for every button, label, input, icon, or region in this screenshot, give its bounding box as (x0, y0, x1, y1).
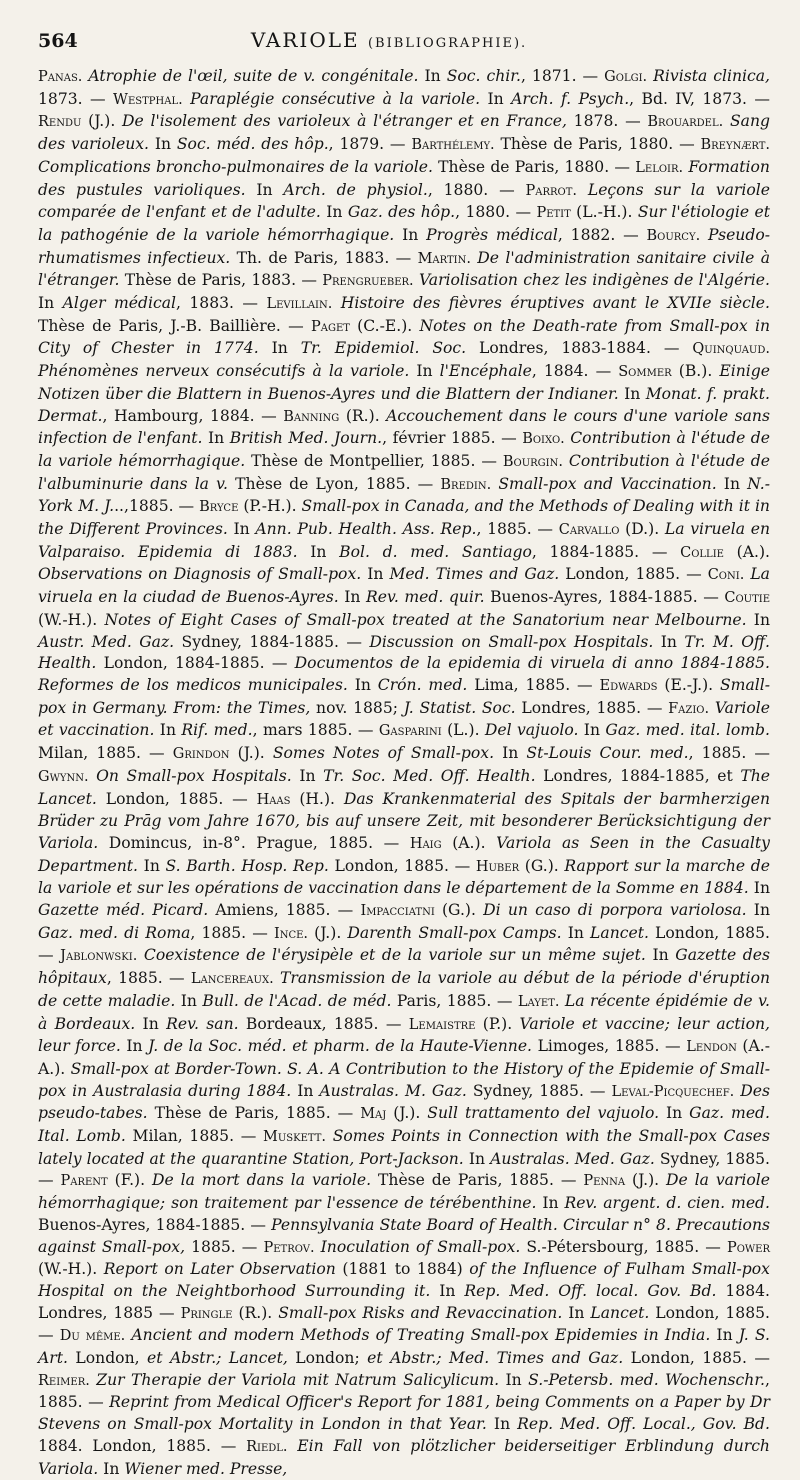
work-title: Des pseudo-tabes. (38, 1081, 770, 1123)
venue-name: Soc. méd. des hôp. (176, 135, 329, 154)
citation-text: In (494, 744, 527, 763)
author-name: Reimer. (38, 1372, 90, 1389)
citation-text: (C.-E.). (349, 316, 420, 335)
author-name: Parrot. (525, 182, 578, 199)
citation-text: In (618, 384, 646, 403)
citation-text: In (430, 1281, 465, 1300)
citation-text: In (291, 1081, 320, 1100)
venue-name: Rep. Med. Off. local. Gov. Bd. (464, 1281, 717, 1300)
venue-name: Crón. med. (377, 675, 468, 694)
work-title: Zur Therapie der Variola mit Natrum Salicylicum. (89, 1370, 500, 1389)
work-title: De la mort dans la variole. (152, 1171, 372, 1190)
citation-text: London, (67, 1349, 148, 1368)
citation-text: In (361, 565, 390, 584)
venue-name: Rif. med. (181, 721, 253, 740)
citation-text: In (154, 721, 182, 740)
work-title: De l'isolement des varioleux à l'étranger et en France, (122, 112, 567, 131)
work-title: Rapport sur la marche de la variole et sur les opérations de vaccination dans le département de la Somme en 1884. (38, 856, 770, 898)
citation-text: Thèse de Paris, 1885. — (147, 1104, 361, 1123)
citation-text: In (245, 180, 284, 199)
work-title: Di un caso di porpora variolosa. (483, 901, 747, 920)
venue-name: J. Statist. Soc. (403, 698, 516, 717)
citation-text: Limoges, 1885. — (532, 1037, 687, 1056)
citation-text: , 1884-1885. — (531, 542, 681, 561)
citation-text: 1884. London, 1885. — (38, 1436, 247, 1455)
work-title: Pseudo-rhumatismes infectieux. (38, 225, 770, 267)
citation-text: (A.). (441, 833, 497, 852)
work-title: Discussion on Small-pox Hospitals. (369, 632, 654, 651)
work-title: Contribution à l'étude de l'albuminurie dans la v. (38, 451, 770, 493)
work-title: Darenth Small-pox Camps. (347, 923, 562, 942)
venue-name: S. Barth. Hosp. Rep. (165, 856, 329, 875)
author-name: Barthélemy. (411, 137, 495, 154)
work-title: Paraplégie consécutive à la variole. (182, 89, 481, 108)
venue-name: Monat. f. prakt. Dermat. (38, 384, 770, 425)
citation-text: (L.-H.). (570, 203, 638, 222)
citation-text: In (338, 588, 366, 607)
author-name: Bourgin. (502, 453, 563, 470)
citation-text: In (227, 520, 256, 539)
author-name: Leloir. (635, 159, 684, 176)
work-title: De l'administration sanitaire civile à l'étranger. (38, 248, 770, 290)
citation-text: , 1879. — (328, 135, 412, 154)
citation-text: , 1882. — (557, 225, 647, 244)
citation-text: Sydney, 1885. — (38, 1149, 770, 1190)
citation-text: (A.). (723, 542, 770, 561)
citation-text: In (716, 474, 748, 493)
author-name: Banning (283, 408, 340, 425)
venue-name: et Abstr.; Med. Times and Gaz. (367, 1349, 624, 1368)
author-name: Lendon (686, 1039, 737, 1056)
work-title: Small-pox in Canada, and the Methods of Dealing with it in the Different Provinces. (38, 497, 770, 539)
citation-text: 1884. Londres, 1885 — (38, 1281, 771, 1322)
citation-text: Sydney, 1884-1885. — (174, 632, 370, 651)
work-title: Reprint from Medical Officer's Report for 1881, being Comments on a Paper by Dr Stevens on Small-pox Mortality in London in that Year. (38, 1393, 770, 1434)
citation-text: London, 1885. — (623, 1349, 770, 1368)
citation-text: , 1880. — (455, 203, 537, 222)
running-head-subtitle: (BIBLIOGRAPHIE). (367, 36, 528, 51)
citation-text: (B.). (671, 362, 720, 381)
citation-text: 1885. — (185, 1237, 264, 1256)
venue-name: Gazette méd. Picard. (38, 901, 209, 920)
work-title: Small-pox Risks and Revaccination. (278, 1303, 563, 1322)
work-title: Small-pox and Vaccination. (491, 474, 717, 493)
citation-text: In (149, 135, 177, 154)
work-title: La viruela en Valparaiso. Epidemia di 1883. (38, 520, 770, 561)
citation-text: (G.). (519, 856, 565, 875)
author-name: Coni. (707, 567, 745, 584)
citation-text: In (38, 294, 63, 313)
venue-name: S.-Petersb. med. Wochenschr. (528, 1370, 766, 1389)
venue-name: Lancet. (590, 1303, 650, 1322)
venue-name: Australas. M. Gaz. (319, 1081, 467, 1100)
page-header (38, 28, 770, 60)
work-title: Pennsylvania State Board of Health. Circular n° 8. Precautions against Small-pox, (38, 1215, 770, 1256)
author-name: Maj (360, 1106, 387, 1123)
author-name: Carvallo (558, 522, 620, 539)
work-title: Coexistence de l'érysipèle et de la variole sur un même sujet. (137, 946, 646, 965)
citation-text: S.-Pétersbourg, 1885. — (520, 1237, 727, 1256)
venue-name: Soc. chir. (446, 67, 521, 85)
citation-text: In (409, 362, 440, 381)
citation-text: (P.). (475, 1014, 520, 1033)
citation-text: , 1883. — (175, 294, 267, 313)
work-title: La récente épidémie de v. à Bordeaux. (38, 991, 770, 1033)
author-name: Collie (680, 544, 724, 561)
venue-name: N.-York M. J. (38, 474, 770, 516)
citation-text: , Bd. IV, 1873. — (629, 89, 770, 108)
author-name: Bredin. (440, 476, 492, 493)
author-name: Bryce (199, 499, 239, 516)
work-title: Einige Notizen über die Blattern in Buenos-Ayres und die Blattern der Indianer. (38, 362, 770, 403)
work-title: Histoire des fièvres éruptives avant le XVIIe siècle. (332, 294, 770, 313)
work-title: Sull trattamento del vajuolo. (427, 1104, 660, 1123)
venue-name: St-Louis Cour. med. (526, 744, 689, 763)
citation-text: London, 1885. — (38, 1303, 771, 1345)
citation-text: In (135, 1014, 167, 1033)
citation-text: , février 1885. — (382, 429, 523, 448)
author-name: Quinquaud. (692, 341, 770, 358)
citation-text: In (561, 923, 591, 942)
venue-name: Gaz. med. di Roma (38, 923, 191, 942)
citation-text: In (486, 1415, 518, 1434)
citation-text: Londres, 1885. — (515, 698, 669, 717)
work-title: Report on Later Observation (103, 1260, 336, 1279)
citation-text: Milan, 1885. — (38, 744, 173, 763)
work-title: Sang des varioleux. (38, 112, 770, 154)
citation-text: (D.). (619, 520, 665, 539)
citation-text: (W.-H.). (38, 610, 105, 629)
citation-text: In (202, 429, 230, 448)
venue-name: Arch. f. Psych. (511, 89, 630, 108)
author-name: Penna (583, 1173, 626, 1190)
work-title: Notes of Eight Cases of Small-pox treated at the Sanatorium near Melbourne. (104, 610, 747, 629)
author-name: Lemaistre (408, 1016, 476, 1033)
author-name: Parent (60, 1173, 108, 1190)
work-title: Observations on Diagnosis of Small-pox. (38, 565, 362, 584)
citation-text: Amiens, 1885. — (208, 901, 361, 920)
work-title: Notes on the Death-rate from Small-pox in City of Chester in 1774. (38, 316, 770, 358)
citation-text: In (320, 203, 348, 222)
author-name: Leval-Picquechef. (611, 1083, 735, 1100)
citation-text: Th. de Paris, 1883. — (230, 248, 418, 267)
author-name: Rendu (38, 114, 82, 131)
citation-text: , 1884. — (531, 362, 619, 381)
author-name: Fazio. (668, 700, 710, 717)
citation-text: In (463, 1149, 491, 1168)
work-title: Leçons sur la variole comparée de l'enfant et de l'adulte. (38, 180, 770, 222)
citation-text: In (748, 879, 770, 898)
venue-name: Gaz. med. Ital. Lomb. (38, 1104, 770, 1146)
work-title: Documentos de la epidemia di viruela di anno 1884-1885. Reformes de los medicos municipales. (38, 654, 770, 694)
venue-name: Rev. argent. d. cien. med. (564, 1194, 770, 1213)
citation-text: Thèse de Paris, J.-B. Baillière. — (38, 316, 311, 335)
work-title: Das Krankenmaterial des Spitals der barmherzigen Brüder zu Prāg vom Jahre 1670, bis auf unsere Zeit, mit besonderer Berücksichtigung der Variola. (38, 789, 770, 852)
citation-text: Thèse de Paris, 1880. — (494, 135, 701, 154)
citation-text: (J.). (308, 923, 348, 942)
citation-text: In (645, 946, 676, 965)
citation-text: , Hambourg, 1884. — (102, 406, 284, 425)
citation-text: , 1885. — (476, 520, 559, 539)
author-name: Du même. (59, 1328, 126, 1345)
citation-text: In (578, 721, 606, 740)
venue-name: Alger médical (62, 294, 176, 313)
work-title: Small-pox at Border-Town. S. A. A Contribution to the History of the Epidemie of Small-pox in Australasia during 1884. (38, 1059, 770, 1100)
citation-text: Buenos-Ayres, 1884-1885. — (484, 588, 725, 607)
citation-text: (J.). (81, 112, 123, 131)
citation-text: Lima, 1885. — (467, 675, 600, 694)
citation-text: (F.). (107, 1171, 152, 1190)
citation-text: Londres, 1884-1885, et (535, 766, 741, 785)
citation-text: In (98, 1459, 125, 1478)
citation-text: , 1885. — (190, 923, 274, 942)
citation-text: In (297, 542, 340, 561)
venue-name: Ann. Pub. Health. Ass. Rep. (255, 520, 477, 539)
venue-name: Gaz. des hôp. (347, 203, 456, 222)
venue-name: Rep. Med. Off. Local., Gov. Bd. (517, 1415, 770, 1434)
author-name: Gasparini (378, 723, 442, 740)
work-title: Inoculation of Small-pox. (314, 1237, 521, 1256)
citation-text: Londres, 1883-1884. — (466, 339, 693, 358)
venue-name: Arch. de physiol. (283, 180, 428, 199)
citation-text: (A.-A.). (38, 1037, 770, 1078)
author-name: Brouardel. (647, 114, 724, 131)
author-name: Bourcy. (646, 227, 701, 244)
venue-name: Progrès médical (426, 225, 558, 244)
author-name: Edwards (599, 677, 658, 694)
author-name: Coutie (724, 590, 770, 607)
author-name: Impacciatni (360, 903, 435, 920)
venue-name: Tr. M. Off. Health. (38, 632, 771, 673)
author-name: Petrov. (263, 1239, 315, 1256)
citation-text: Buenos-Ayres, 1884-1885. — (38, 1215, 272, 1234)
venue-name: Rev. med. quir. (365, 588, 485, 607)
author-name: Martin. (417, 250, 471, 267)
citation-text: In (347, 675, 378, 694)
work-title: Complications broncho-pulmonaires de la variole. (38, 157, 433, 176)
citation-text: Milan, 1885. — (125, 1127, 264, 1146)
citation-text: , mars 1885. — (252, 721, 379, 740)
venue-name: Tr. Soc. Med. Off. Health. (323, 766, 536, 785)
author-name: Haig (409, 835, 442, 852)
author-name: Gwynn. (38, 768, 89, 785)
work-title: De la variole hémorrhagique; son traitement par l'essence de térébenthine. (38, 1171, 770, 1213)
work-title: Contribution à l'étude de la variole hémorrhagique. (38, 429, 771, 470)
citation-text: (J.). (625, 1171, 667, 1190)
citation-text: (R.). (339, 406, 387, 425)
work-title: Sur l'étiologie et la pathogénie de la variole hémorrhagique. (38, 203, 770, 244)
author-name: Riedl. (246, 1438, 288, 1455)
venue-name: l'Encéphale (439, 362, 532, 381)
work-title: of the Influence of Fulham Small-pox Hospital on the Neightborhood Surrounding it. (38, 1260, 770, 1300)
venue-name: British Med. Journ. (229, 429, 383, 448)
work-title: Ein Fall von plötzlicher beiderseitiger Erblindung durch Variola. (38, 1436, 770, 1478)
author-name: Westphal. (113, 91, 183, 108)
venue-name: Bull. de l'Acad. de méd. (202, 991, 392, 1010)
running-head-title: VARIOLE (250, 28, 360, 52)
citation-text: Paris, 1885. — (391, 991, 518, 1010)
venue-name: J. S. Art. (38, 1326, 770, 1368)
citation-text: In (499, 1370, 529, 1389)
citation-text: (R.). (232, 1303, 279, 1322)
citation-text: London, 1885. — (96, 789, 257, 808)
venue-name: Lancet. (590, 923, 649, 942)
author-name: Haas (256, 791, 291, 808)
citation-text: Bordeaux, 1885. — (238, 1014, 409, 1033)
venue-name: Bol. d. med. Santiago (339, 542, 532, 561)
venue-name: Austr. Med. Gaz. (38, 632, 175, 651)
running-head (98, 28, 770, 52)
citation-text: , 1885. — (688, 744, 770, 763)
venue-name: Rev. san. (166, 1014, 239, 1033)
citation-text: (G.). (434, 901, 484, 920)
work-title: La viruela en la ciudad de Buenos-Ayres. (38, 565, 770, 607)
citation-text: In (291, 766, 324, 785)
author-name: Levillain. (266, 296, 333, 313)
citation-text: In (394, 225, 427, 244)
author-name: Huber (475, 858, 520, 875)
citation-text: In (175, 991, 203, 1010)
citation-text: , 1871. — (520, 67, 605, 85)
bibliography-text (38, 66, 770, 1480)
citation-text: In (562, 1303, 591, 1322)
citation-text: (P.-H.). (238, 497, 302, 516)
citation-text: Domincus, in-8°. Prague, 1885. — (98, 833, 410, 852)
venue-name: et Abstr.; Lancet, (147, 1349, 288, 1368)
venue-name: Med. Times and Gaz. (389, 565, 560, 584)
work-title: Somes Notes of Small-pox. (272, 744, 495, 763)
venue-name: Gaz. med. ital. lomb. (605, 721, 770, 740)
citation-text: 1873. — (38, 89, 114, 108)
citation-text: (J.). (229, 744, 273, 763)
citation-text: In (418, 67, 447, 85)
citation-text: In (138, 856, 166, 875)
citation-text: ..,1885. — (114, 497, 200, 516)
work-title: Variole et vaccination. (38, 698, 771, 740)
citation-text: Thèse de Montpellier, 1885. — (245, 451, 503, 470)
work-title: Variola as Seen in the Casualty Department. (38, 833, 770, 875)
work-title: Variolisation chez les indigènes de l'Algérie. (413, 271, 770, 290)
citation-text: In (710, 1326, 739, 1345)
work-title: Atrophie de l'œil, suite de v. congénitale. (82, 67, 419, 85)
work-title: Del vajuolo. (484, 721, 579, 740)
venue-name: Gazette des hôpitaux (38, 946, 770, 988)
author-name: Grindon (172, 746, 230, 763)
venue-name: Australas. Med. Gaz. (490, 1149, 655, 1168)
citation-text: In (653, 632, 685, 651)
work-title: Formation des pustules varioliques. (38, 157, 770, 199)
work-title: Somes Points in Connection with the Small-pox Cases lately located at the quarantine Station, Port-Jackson. (38, 1127, 770, 1168)
author-name: Layet. (517, 993, 560, 1010)
work-title: Rivista clinica, (647, 67, 770, 85)
work-title: Small-pox in Germany. From: the Times, (38, 675, 771, 717)
venue-name: Tr. Epidemiol. Soc. (300, 339, 467, 358)
citation-text: Thèse de Paris, 1880. — (432, 157, 636, 176)
citation-text: , 1885. — (106, 969, 191, 988)
citation-text: In (746, 610, 770, 629)
work-title: Variole et vaccine; leur action, leur force. (38, 1014, 770, 1056)
author-name: Ince. (273, 925, 309, 942)
author-name: Paget (310, 318, 350, 335)
citation-text: London, 1885. — (328, 856, 476, 875)
author-name: Jablonwski. (60, 948, 138, 965)
work-title: Phénomènes nerveux consécutifs à la variole. (38, 362, 410, 381)
citation-text: London; (287, 1349, 368, 1368)
citation-text: In (746, 901, 770, 920)
venue-name: Wiener med. Presse, (124, 1459, 288, 1478)
citation-text: (W.-H.). (38, 1260, 104, 1279)
author-name: Muskett. (263, 1129, 327, 1146)
author-name: Prengrueber. (322, 273, 414, 290)
citation-text: In (536, 1194, 565, 1213)
author-name: Breynært. (700, 137, 770, 154)
citation-text: , 1885. — (38, 1370, 770, 1412)
author-name: Petit (536, 205, 571, 222)
citation-text: In (480, 89, 512, 108)
citation-text: Thèse de Paris, 1883. — (119, 271, 323, 290)
citation-text: 1878. — (566, 112, 648, 131)
citation-text: Thèse de Paris, 1885. — (371, 1171, 584, 1190)
citation-text: In (258, 339, 301, 358)
author-name: Lancereaux. (190, 971, 274, 988)
citation-text: (J.). (386, 1104, 428, 1123)
venue-name: The Lancet. (38, 766, 771, 808)
author-name: Golgi. (604, 69, 648, 85)
citation-text: London, 1884-1885. — (96, 654, 295, 673)
citation-text: Thèse de Lyon, 1885. — (228, 474, 441, 493)
author-name: Pringle (180, 1305, 233, 1322)
author-name: Boixo. (522, 431, 565, 448)
citation-text: (E.-J.). (657, 675, 720, 694)
citation-text: nov. 1885; (310, 698, 404, 717)
citation-text: In (659, 1104, 690, 1123)
work-title: Accouchement dans le cours d'une variole sans infection de l'enfant. (38, 406, 770, 448)
author-name: Panas. (38, 69, 83, 85)
page-number: 564 (38, 30, 78, 52)
author-name: Sommer (618, 364, 672, 381)
citation-text: In (120, 1037, 149, 1056)
venue-name: J. de la Soc. méd. et pharm. de la Haute-Vienne. (148, 1037, 533, 1056)
work-title: On Small-pox Hospitals. (88, 766, 292, 785)
work-title: Transmission de la variole au début de la période d'éruption de cette maladie. (38, 969, 770, 1010)
author-name: Power (726, 1239, 771, 1256)
citation-text: (H.). (290, 789, 344, 808)
citation-text: London, 1885. — (38, 923, 770, 965)
citation-text: London, 1885. — (559, 565, 708, 584)
citation-text: Sydney, 1885. — (466, 1081, 612, 1100)
citation-text: (L.). (441, 721, 485, 740)
citation-text: , 1880. — (427, 180, 526, 199)
work-title: Ancient and modern Methods of Treating Small-pox Epidemies in India. (125, 1326, 711, 1345)
citation-text: (1881 to 1884) (335, 1260, 470, 1279)
